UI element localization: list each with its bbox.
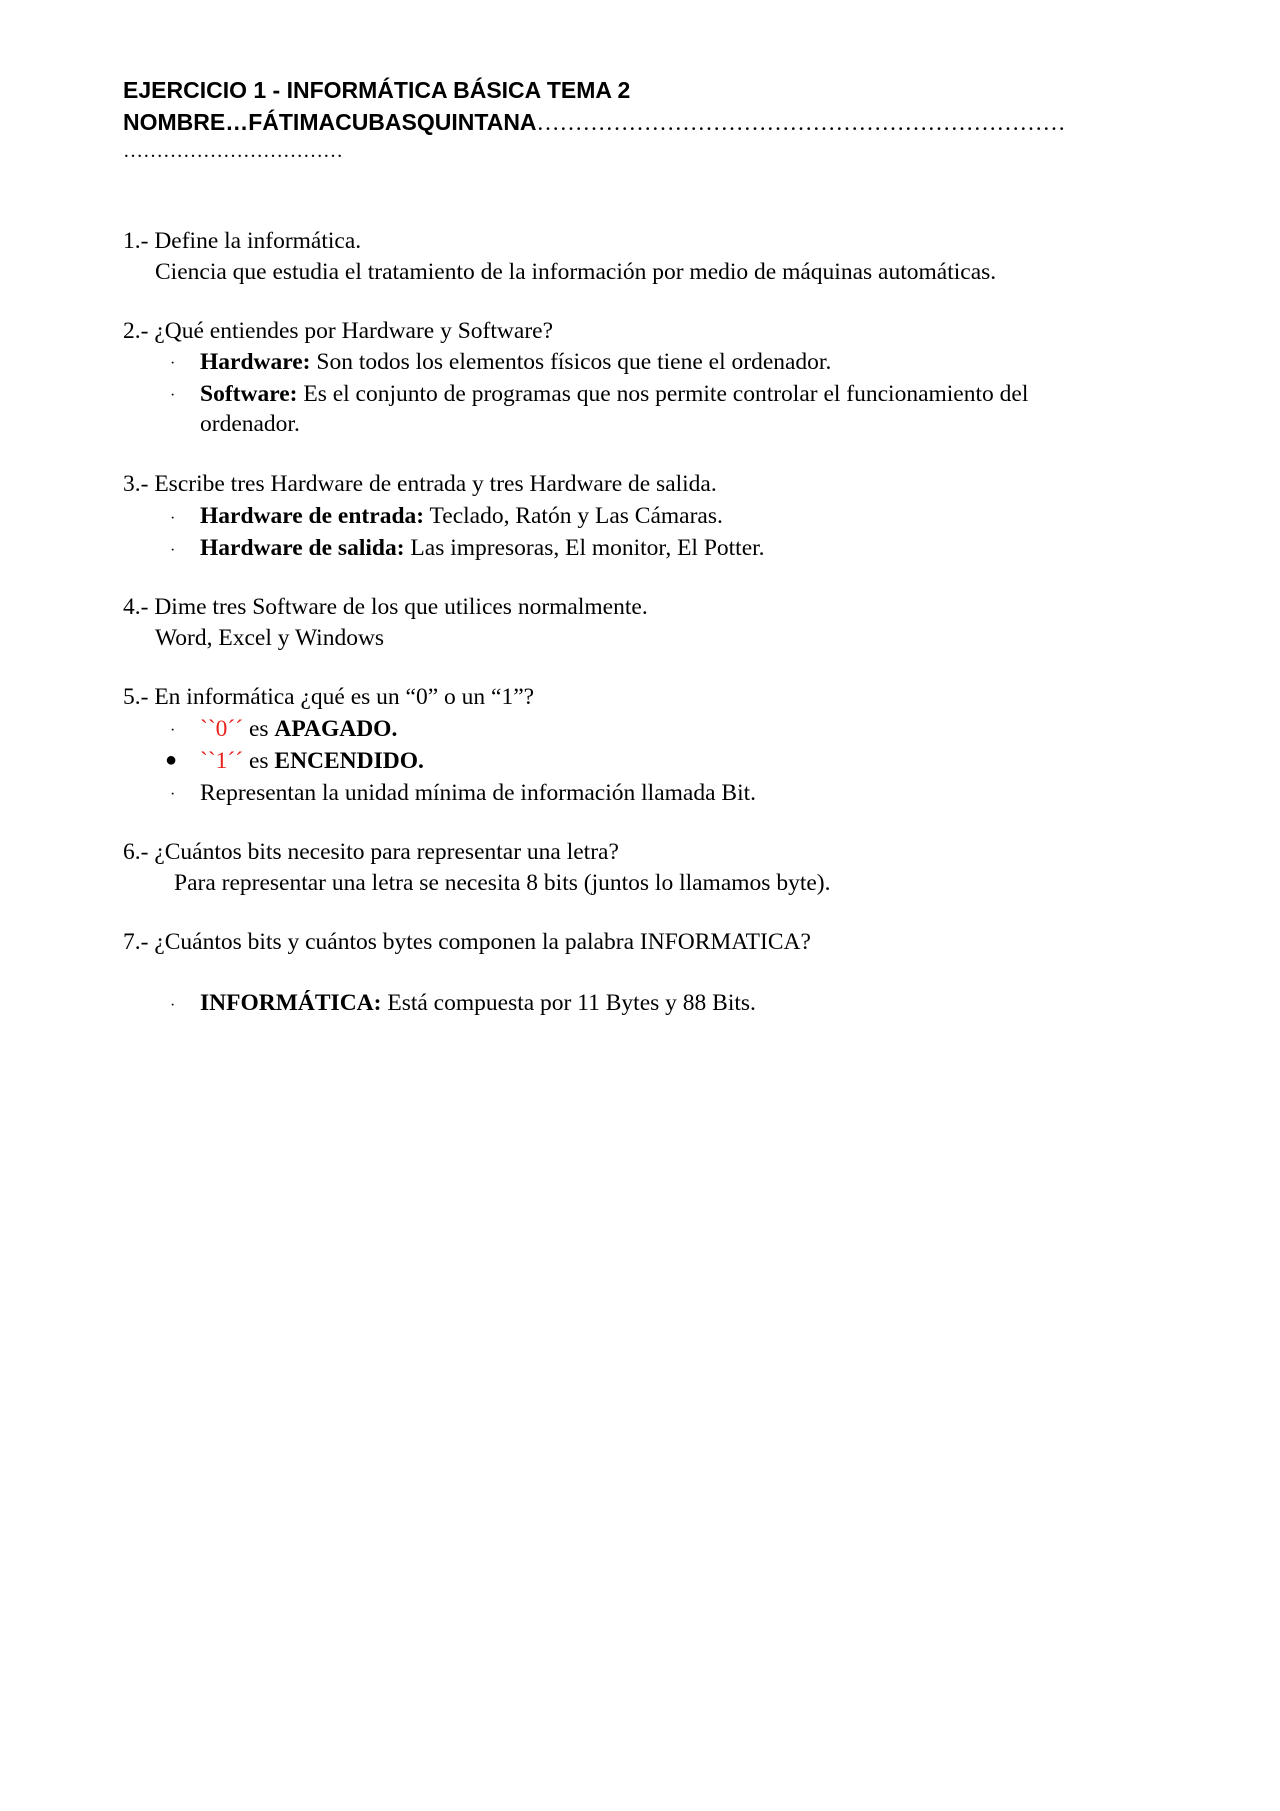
answer-2-hardware-label: Hardware: (200, 349, 311, 375)
answer-3-output (200, 537, 765, 561)
name-dots: …………………………………………………………… (536, 110, 1066, 135)
answer-3-input (200, 505, 723, 529)
question-3: 3.- Escribe tres Hardware de entrada y tres Hardware de salida. (123, 471, 717, 497)
bullet-icon: · (170, 355, 176, 372)
answer-2-hardware-text: Son todos los elementos físicos que tiene el ordenador. (310, 349, 832, 375)
answer-2-software-cont: ordenador. (200, 411, 300, 437)
bullet-icon: · (170, 542, 176, 559)
answer-5-one-mid: es (243, 748, 275, 774)
name-line (123, 109, 1066, 136)
answer-3-input-label: Hardware de entrada: (200, 503, 425, 529)
question-7: 7.- ¿Cuántos bits y cuántos bytes componen la palabra INFORMATICA? (123, 929, 811, 955)
question-2: 2.- ¿Qué entiendes por Hardware y Software? (123, 318, 553, 344)
bullet-icon: · (170, 997, 176, 1014)
answer-4: Word, Excel y Windows (155, 625, 385, 651)
answer-3-output-label: Hardware de salida: (200, 535, 405, 561)
answer-5-zero (200, 718, 397, 742)
answer-7 (200, 992, 756, 1016)
question-1: 1.- Define la informática. (123, 228, 362, 254)
answer-5-bit: Representan la unidad mínima de información llamada Bit. (200, 780, 757, 806)
answer-7-text: Está compuesta por 11 Bytes y 88 Bits. (381, 990, 756, 1016)
answer-3-input-text: Teclado, Ratón y Las Cámaras. (424, 503, 723, 529)
question-4: 4.- Dime tres Software de los que utilices normalmente. (123, 594, 648, 620)
answer-5-one (200, 750, 424, 774)
answer-5-one-symbol: ``1´´ (200, 748, 244, 774)
name-dots-continued: …………………………… (123, 140, 343, 162)
bullet-icon: · (170, 510, 176, 527)
question-5: 5.- En informática ¿qué es un “0” o un “1”? (123, 684, 535, 710)
answer-5-zero-symbol: ``0´´ (200, 716, 244, 742)
answer-1: Ciencia que estudia el tratamiento de la información por medio de máquinas automáticas. (155, 259, 997, 285)
answer-6: Para representar una letra se necesita 8 bits (juntos lo llamamos byte). (174, 870, 831, 896)
bullet-icon: · (170, 387, 176, 404)
answer-5-zero-mid: es (243, 716, 275, 742)
answer-2-software-text: Es el conjunto de programas que nos permite controlar el funcionamiento del (297, 381, 1029, 407)
answer-5-zero-value: APAGADO. (274, 716, 398, 742)
bullet-icon: · (170, 722, 176, 739)
answer-3-output-text: Las impresoras, El monitor, El Potter. (404, 535, 765, 561)
name-label: NOMBRE…FÁTIMACUBASQUINTANA (123, 109, 537, 135)
document-title: EJERCICIO 1 - INFORMÁTICA BÁSICA TEMA 2 (123, 77, 631, 103)
question-6: 6.- ¿Cuántos bits necesito para representar una letra? (123, 839, 619, 865)
bullet-icon: · (170, 786, 176, 803)
answer-2-hardware (200, 351, 831, 375)
answer-2-software-label: Software: (200, 381, 298, 407)
answer-7-label: INFORMÁTICA: (200, 990, 382, 1016)
bullet-icon: ● (165, 749, 178, 771)
answer-2-software (200, 383, 1028, 407)
answer-5-one-value: ENCENDIDO. (274, 748, 424, 774)
